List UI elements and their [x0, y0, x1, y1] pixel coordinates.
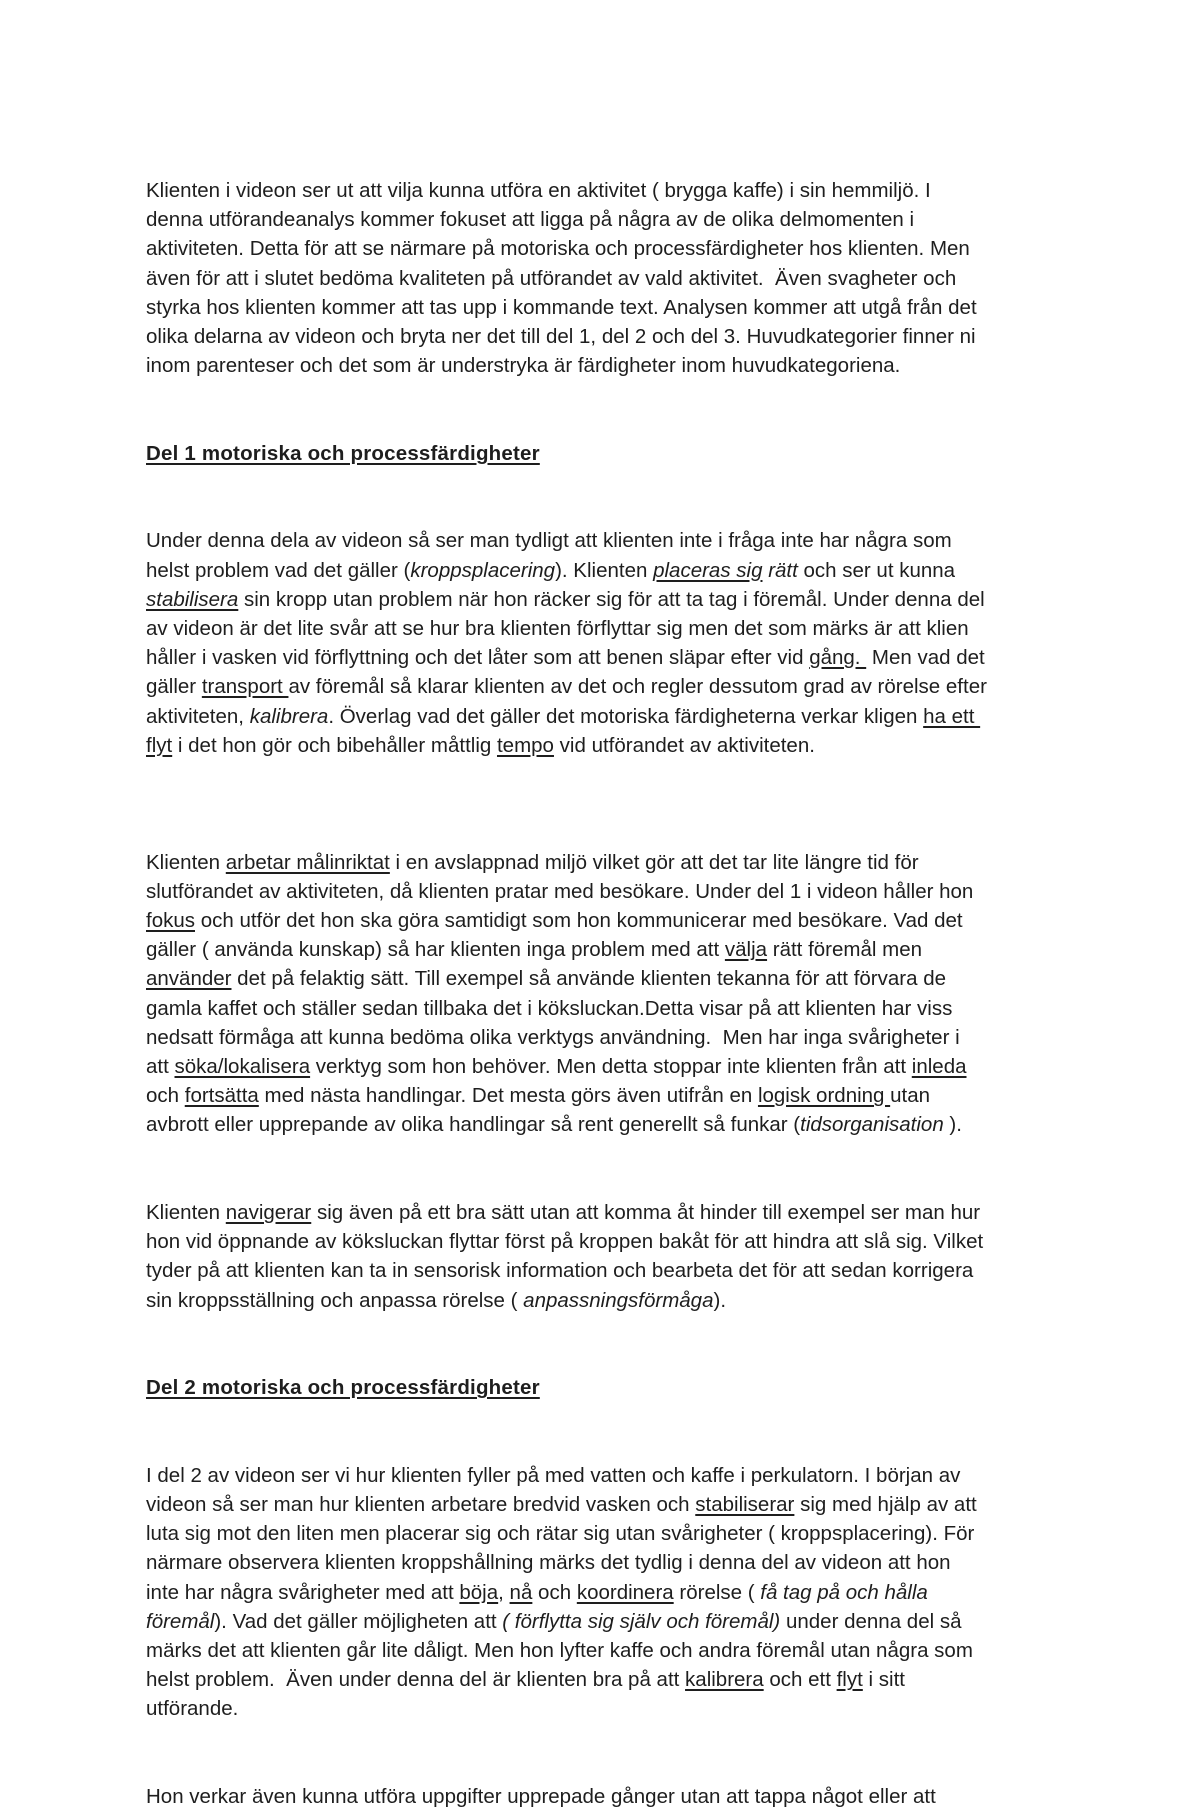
text-run: och ser ut kunna — [797, 558, 956, 582]
text-line — [146, 614, 969, 643]
text-run: utan — [890, 1084, 931, 1108]
text-line — [146, 1256, 973, 1285]
text-line — [146, 672, 987, 701]
text-run: avbrott eller upprepande av olika handlingar så rent generellt så funkar ( — [146, 1113, 801, 1137]
text-run: rätt — [768, 558, 798, 582]
text-run: helst problem vad det gäller ( — [146, 558, 411, 582]
text-run: sin kroppsställning och anpassa rörelse ( — [146, 1288, 524, 1312]
section-heading — [146, 1373, 540, 1402]
section-heading — [146, 439, 540, 468]
text-run: håller i vasken vid förflyttning och det låter som att benen släpar efter vid — [146, 646, 810, 670]
text-run: videon så ser man hur klienten arbetare bredvid vasken och — [146, 1493, 696, 1516]
text-run: välja — [724, 938, 768, 962]
text-run: sin kropp utan problem när hon räcker sig för att ta tag i föremål. Under denna del — [238, 587, 985, 611]
text-run: navigerar — [225, 1201, 312, 1224]
text-run: flyt — [146, 733, 173, 757]
text-run: hon vid öppnande av köksluckan flyttar först på kroppen bakåt för att hindra att slå sig. Vilket — [146, 1230, 984, 1254]
text-run: och ett — [763, 1668, 837, 1692]
text-run: arbetar målinriktat — [225, 850, 390, 874]
text-line — [146, 1578, 928, 1607]
text-line — [146, 1490, 977, 1519]
text-run: fortsätta — [184, 1084, 259, 1108]
text-line — [146, 526, 952, 555]
text-line — [146, 1198, 980, 1227]
text-run: Hon verkar även kunna utföra uppgifter upprepade gånger utan att tappa något eller att — [146, 1785, 936, 1808]
text-run: , — [498, 1580, 510, 1604]
text-line — [146, 643, 985, 672]
text-run: och utför det hon ska göra samtidigt som hon kommunicerar med besökare. Vad det — [195, 909, 963, 932]
text-run: I del 2 av videon ser vi hur klienten fyller på med vatten och kaffe i perkulatorn. I början av — [146, 1463, 961, 1487]
text-run: ). — [713, 1288, 727, 1312]
text-line — [146, 1461, 960, 1490]
text-run: verktyg som hon behöver. Men detta stoppar inte klienten från att — [310, 1055, 912, 1078]
text-line — [146, 964, 946, 993]
text-run: i sitt — [862, 1668, 905, 1692]
text-line — [146, 848, 919, 877]
text-line — [146, 176, 931, 205]
text-run: av föremål så klarar klienten av det och regler dessutom grad av rörelse efter — [288, 675, 987, 699]
text-run: nå — [509, 1580, 533, 1604]
text-run: söka/lokalisera — [174, 1055, 311, 1078]
text-run: Men vad det — [866, 646, 985, 670]
text-run: . Överlag vad det gäller det motoriska färdigheterna verkar kligen — [328, 704, 924, 728]
text-run: ). Vad det gäller möjligheten att — [214, 1609, 503, 1633]
text-run: anpassningsförmåga — [523, 1288, 714, 1312]
text-line — [146, 1548, 951, 1577]
text-line — [146, 322, 976, 351]
text-run: gäller ( använda kunskap) så har klienten inga problem med att — [146, 938, 725, 962]
text-run: tyder på att klienten kan ta in sensorisk information och bearbeta det för att sedan korrigera — [146, 1259, 974, 1283]
text-line — [146, 1052, 967, 1081]
text-run: och — [146, 1084, 185, 1108]
text-run: inte har några svårigheter med att — [146, 1580, 460, 1604]
text-run: Del 2 motoriska och processfärdigheter — [146, 1376, 540, 1400]
text-run: gamla kaffet och ställer sedan tillbaka det i köksluckan.Detta visar på att klienten har viss — [146, 996, 953, 1020]
text-run: Del 1 motoriska och processfärdigheter — [146, 441, 540, 465]
text-run: ( förflytta sig själv och föremål) — [502, 1609, 781, 1633]
text-run: få tag på och hålla — [760, 1580, 928, 1604]
text-run: i en avslappnad miljö vilket gör att det tar lite längre tid för — [389, 850, 919, 874]
text-line — [146, 877, 973, 906]
text-run: logisk ordning — [757, 1084, 891, 1108]
text-line — [146, 205, 914, 234]
text-run: använder — [146, 967, 232, 991]
text-line — [146, 556, 955, 585]
text-line — [146, 1694, 238, 1723]
text-line — [146, 1227, 983, 1256]
text-line — [146, 1286, 726, 1315]
text-run: flyt — [836, 1668, 863, 1692]
text-run: under denna del så — [780, 1609, 962, 1633]
text-run: gäller — [146, 675, 202, 699]
text-line — [146, 1782, 936, 1811]
text-run: denna utförandeanalys kommer fokuset att ligga på några av de olika delmomenten i — [146, 208, 915, 232]
text-run: inleda — [911, 1055, 967, 1078]
text-run: tempo — [496, 733, 554, 757]
text-run: aktiviteten, — [146, 704, 250, 728]
text-run: med nästa handlingar. Det mesta görs även utifrån en — [258, 1084, 758, 1108]
text-run: tidsorganisation — [800, 1113, 950, 1137]
text-run: stabiliserar — [695, 1493, 795, 1516]
text-run: transport — [201, 675, 289, 699]
text-line — [146, 994, 952, 1023]
text-run: även för att i slutet bedöma kvaliteten på utförandet av vald aktivitet. Även svagheter och — [146, 266, 957, 290]
text-run: Under denna dela av videon så ser man tydligt att klienten inte i fråga inte har några som — [146, 529, 952, 553]
text-run: närmare observera klienten kroppshållning märks det tydlig i denna del av videon att hon — [146, 1551, 951, 1575]
text-run: Klienten i videon ser ut att vilja kunna utföra en aktivitet ( brygga kaffe) i sin hemmiljö. I — [146, 179, 931, 202]
text-run: rätt föremål men — [767, 938, 923, 962]
text-line — [146, 1607, 962, 1636]
text-run: föremål — [146, 1609, 215, 1633]
text-line — [146, 935, 922, 964]
text-run: kroppsplacering — [410, 558, 556, 582]
text-run: märks det att klienten går lite dåligt. Men hon lyfter kaffe och andra föremål utan några som — [146, 1639, 973, 1662]
text-run: av videon är det lite svår att se hur bra klienten förflyttar sig men det som märks är att klien — [146, 617, 969, 640]
text-run: kalibrera — [685, 1668, 764, 1692]
text-run: slutförandet av aktiviteten, då klienten pratar med besökare. Under del 1 i videon håller hon — [146, 879, 974, 903]
text-run: koordinera — [576, 1580, 674, 1604]
text-run: Klienten — [146, 1201, 226, 1224]
text-line — [146, 234, 970, 263]
text-run: att — [146, 1055, 175, 1078]
text-run: kalibrera — [249, 704, 329, 728]
text-run: fokus — [146, 909, 195, 932]
text-run: Klienten — [146, 850, 226, 874]
text-run: i det hon gör och bibehåller måttlig — [172, 733, 497, 757]
text-run: vid utförandet av aktiviteten. — [553, 733, 815, 757]
text-run: sig även på ett bra sätt utan att komma åt hinder till exempel ser man hur — [311, 1201, 981, 1224]
text-line — [146, 293, 977, 322]
text-run: ). — [949, 1113, 962, 1137]
text-run: sig med hjälp av att — [794, 1493, 977, 1516]
text-run: luta sig mot den liten men placerar sig och rätar sig utan svårigheter ( kroppsplacering). För — [146, 1522, 975, 1546]
text-line — [146, 585, 985, 614]
text-run: ha ett — [923, 704, 981, 728]
text-line — [146, 264, 956, 293]
text-run: böja — [459, 1580, 499, 1604]
text-line — [146, 1519, 974, 1548]
text-run: det på felaktig sätt. Till exempel så använde klienten tekanna för att förvara de — [231, 967, 946, 991]
text-run: stabilisera — [146, 587, 239, 611]
text-line — [146, 1665, 905, 1694]
text-line — [146, 351, 900, 380]
text-run: styrka hos klienten kommer att tas upp i kommande text. Analysen kommer att utgå från det — [146, 295, 977, 319]
text-run: och — [532, 1580, 577, 1604]
text-run: helst problem. Även under denna del är klienten bra på att — [146, 1668, 686, 1692]
text-line — [146, 906, 963, 935]
text-line — [146, 1110, 962, 1139]
text-line — [146, 1023, 960, 1052]
text-run: aktiviteten. Detta för att se närmare på motoriska och processfärdigheter hos klienten. Men — [146, 237, 970, 261]
text-run: utförande. — [146, 1697, 239, 1721]
text-run: olika delarna av videon och bryta ner det till del 1, del 2 och del 3. Huvudkategorier finner ni — [146, 325, 976, 348]
text-run: ). Klienten — [555, 558, 654, 582]
text-line — [146, 702, 980, 731]
text-line — [146, 731, 815, 760]
text-run: gång. — [809, 646, 867, 670]
text-line — [146, 1081, 930, 1110]
text-run: nedsatt förmåga att kunna bedöma olika verktygs användning. Men har inga svårigheter i — [146, 1025, 960, 1049]
text-run: inom parenteser och det som är understryka är färdigheter inom huvudkategoriena. — [146, 354, 901, 378]
text-run: rörelse ( — [673, 1580, 761, 1604]
text-run: placeras sig — [653, 558, 763, 582]
text-line — [146, 1636, 973, 1665]
